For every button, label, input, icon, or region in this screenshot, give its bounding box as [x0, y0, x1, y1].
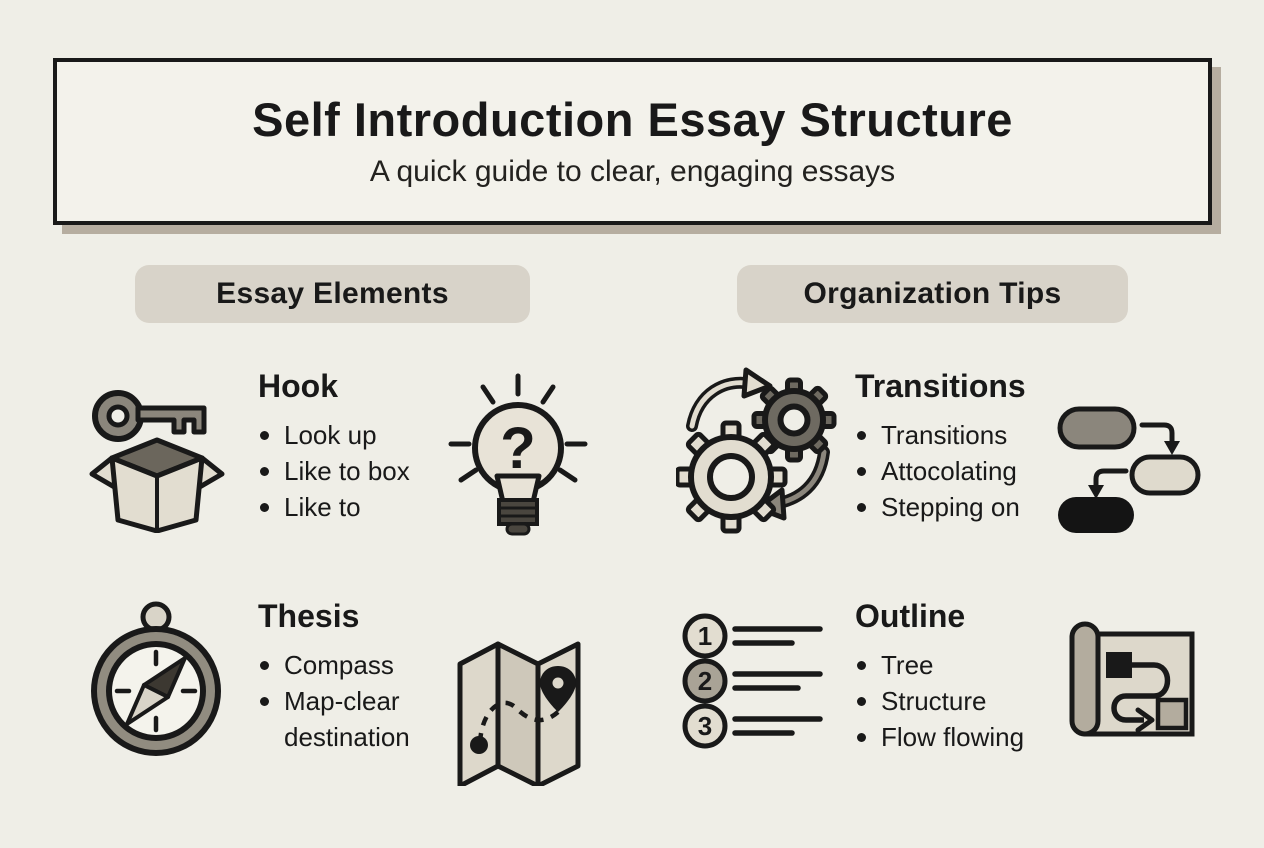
bullet-text: Flow flowing: [881, 722, 1025, 752]
bullet-dot: [857, 431, 866, 440]
bullet-dot: [260, 431, 269, 440]
bullet-text: Look up: [284, 420, 377, 450]
outline-heading: Outline: [855, 598, 966, 634]
bullet-text: Transitions: [881, 420, 1008, 450]
bullet-text: Like to: [284, 492, 361, 522]
page-title: Self Introduction Essay Structure: [252, 92, 1013, 146]
bulb-question-glyph: ?: [500, 416, 536, 481]
list-number-1: 1: [697, 621, 713, 651]
bullet-item: [258, 417, 448, 453]
thesis-bullet-list: [258, 647, 458, 755]
transitions-section: [855, 368, 1055, 525]
outline-section: [855, 598, 1065, 755]
bullet-item: [855, 647, 1065, 683]
bullet-text: Like to box: [284, 456, 410, 486]
hook-bullet-list: [258, 417, 448, 525]
bullet-item: [855, 719, 1065, 755]
bullet-text: Stepping on: [881, 492, 1020, 522]
transitions-bullet-list: [855, 417, 1055, 525]
hook-heading: Hook: [258, 368, 338, 404]
flow-pills-icon: [1052, 403, 1202, 535]
bullet-dot: [857, 661, 866, 670]
bullet-dot: [260, 467, 269, 476]
bullet-item: [855, 417, 1055, 453]
bullet-dot: [857, 503, 866, 512]
bullet-text: Attocolating: [881, 456, 1017, 486]
outline-bullet-list: [855, 647, 1065, 755]
bullet-item: [258, 647, 458, 683]
bullet-item: [855, 489, 1055, 525]
lightbulb-question-icon: [443, 370, 593, 540]
organization-tips-badge: Organization Tips: [737, 265, 1128, 323]
bullet-item: [855, 683, 1065, 719]
compass-icon: [86, 596, 226, 768]
essay-elements-badge: Essay Elements: [135, 265, 530, 323]
transitions-heading: Transitions: [855, 368, 1026, 404]
thesis-heading: Thesis: [258, 598, 360, 634]
bullet-dot: [260, 697, 269, 706]
key-box-icon: [82, 368, 232, 533]
bullet-dot: [857, 467, 866, 476]
folded-map-route-icon: [450, 618, 590, 786]
page-subtitle: A quick guide to clear, engaging essays: [369, 155, 896, 189]
sync-gears-icon: [676, 362, 841, 537]
list-number-2: 2: [697, 666, 713, 696]
bullet-item: [855, 453, 1055, 489]
bullet-item: [258, 683, 458, 755]
bullet-item: [258, 453, 448, 489]
numbered-list-icon: [678, 610, 833, 752]
title-panel: [53, 58, 1212, 225]
thesis-section: [258, 598, 458, 755]
scroll-route-icon: [1050, 612, 1200, 747]
bullet-text: Compass: [284, 650, 394, 680]
bullet-dot: [260, 661, 269, 670]
bullet-item: [258, 489, 448, 525]
list-number-3: 3: [697, 711, 713, 741]
bullet-dot: [857, 697, 866, 706]
bullet-dot: [857, 733, 866, 742]
bullet-text: Tree: [881, 650, 934, 680]
bullet-dot: [260, 503, 269, 512]
bullet-text: Map-clear destination: [284, 686, 410, 752]
hook-section: [258, 368, 448, 525]
bullet-text: Structure: [881, 686, 987, 716]
